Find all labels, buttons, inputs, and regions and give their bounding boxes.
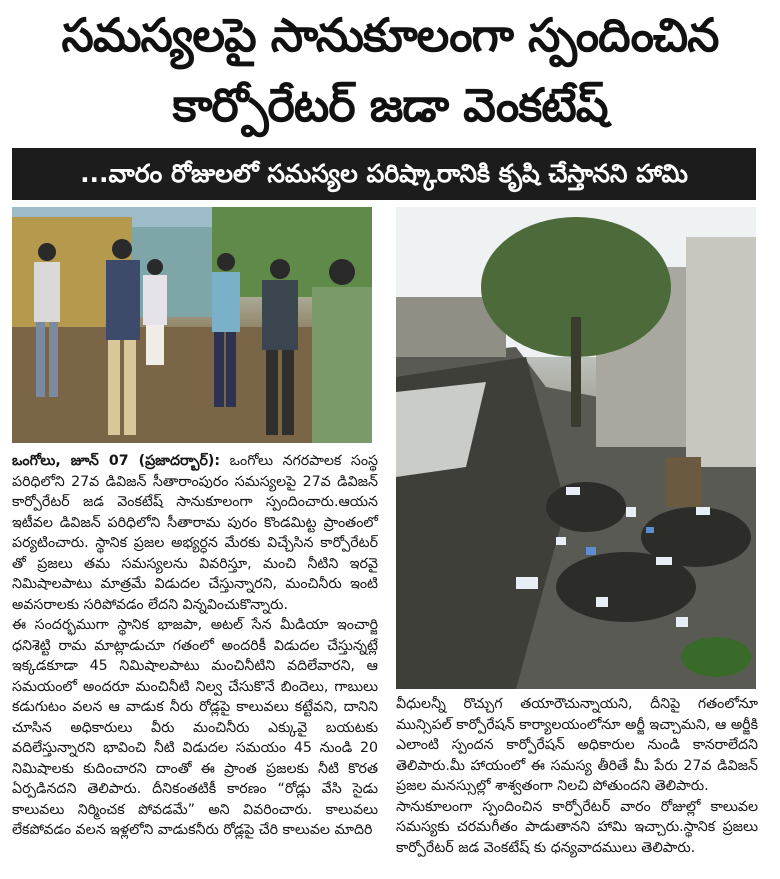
article-column-2 bbox=[396, 694, 758, 858]
article-paragraph: వీధులన్నీ రొచ్చుగ తయారౌచున్నాయని, దీనిపై గతంలోనూ మున్సిపల్ కార్పోరేషన్ కార్యాలయంలోనూ అర్జీ ఇచ్చామని, ఆ అర్జీకి ఎలాంటి స్పందన కార్పోరేషన్ అధికారుల నుండి కానరాలేదని తెలిపారు.మీ హాయంలో ఈ సమస్య తీరితే మీ పేరు 27వ డివిజన్ ప్రజల మనస్సుల్లో శాశ్వతంగా నిలచి పోతుందని తెలిపారు. bbox=[396, 696, 758, 794]
headline-line-1: సమస్యలపై సానుకూలంగా స్పందించిన bbox=[61, 8, 719, 62]
article-paragraph bbox=[12, 451, 378, 615]
article-column-1 bbox=[12, 451, 378, 841]
headline-line-2: కార్పోరేటర్ జడా వెంకటేష్ bbox=[172, 78, 608, 132]
photo-people-illustration bbox=[12, 207, 372, 443]
photo-street-illustration bbox=[396, 207, 756, 689]
photo-corporator-meeting-residents bbox=[12, 207, 372, 443]
article-byline: ఒంగోలు, జూన్ 07 (ప్రజాదర్బార్): bbox=[12, 453, 221, 469]
article-paragraph: ఈ సందర్భముగా స్థానిక భాజపా, అటల్ సేన మీడియా ఇంచార్జి ధనిశెట్టి రామ మాట్లాడుచూ గతంలో అందరికీ విడుదల చేస్తున్నట్లే ఇక్కడకూడా 45 నిమిషాలపాటు మంచినీటిని వదిలేవారని, ఆ సమయంలో అందరూ మంచినీటి నిల్వ చేసుకొనే బిందెలు, గాబులు కడుగుటం వలన ఆ వాడుక నీరు రోడ్లపై కాలువలు కట్టేవని, దానిని చూసిన అధికారులు వీరు మంచినీరు ఎక్కువై బయటకు వదిలేస్తున్నారని భావించి నీటి విడుదల సమయం 45 నుండి 20 నిమిషాలకు కుదించారని దాంతో ఈ ప్రాంత ప్రజలకు నీటి కొరత ఏర్పడినదని తెలిపారు. దీనికంతటికీ కారణం “రోడ్లు వేసి సైడు కాలువలు నిర్మించక పోవడమే” అని వివరించారు. కాలువలు లేకపోవడం వలన ఇళ్లలోని వాడుకనీరు రోడ్లపై చేరి కాలువల మాదిరి bbox=[12, 617, 378, 838]
article-text: ఒంగోలు నగరపాలక సంస్థ పరిధిలోని 27వ డివిజన్ సీతారాంపురం సమస్యలపై 27వ డివిజన్ కార్పోరేటర్ జడ వెంకటేష్ సానుకూలంగా స్పందించారు.ఆయన ఇటీవల డివిజన్ పరిధిలోని సీతారామ పురం కొండమిట్ట ప్రాంతంలో పర్యటించారు. స్థానిక ప్రజల అభ్యర్ధన మేరకు విచ్చేసిన కార్పోరేటర్ తో ప్రజలు తమ సమస్యలను వివరిస్తూ, మంచి నీటిని ఇరవై నిమిషాలపాటు మాత్రమే విడుదల చేస్తున్నారని, మంచినీరు ఇంటి అవసరాలకు సరిపోవడం లేదని విన్నవించుకొన్నారు. bbox=[12, 453, 378, 613]
article-paragraph: సానుకూలంగా స్పందించిన కార్పోరేటర్ వారం రోజుల్లో కాలువల సమస్యకు చరమగీతం పాడుతానని హామి ఇచ్చారు.స్థానిక ప్రజలు కార్పోరేటర్ జడ వెంకటేష్ కు ధన్యవాదములు తెలిపారు. bbox=[396, 798, 758, 856]
photo-street-drainage-garbage bbox=[396, 207, 756, 689]
subheadline-banner: ...వారం రోజులలో సమస్యల పరిష్కారానికి కృషి చేస్తానని హామి bbox=[12, 148, 756, 200]
